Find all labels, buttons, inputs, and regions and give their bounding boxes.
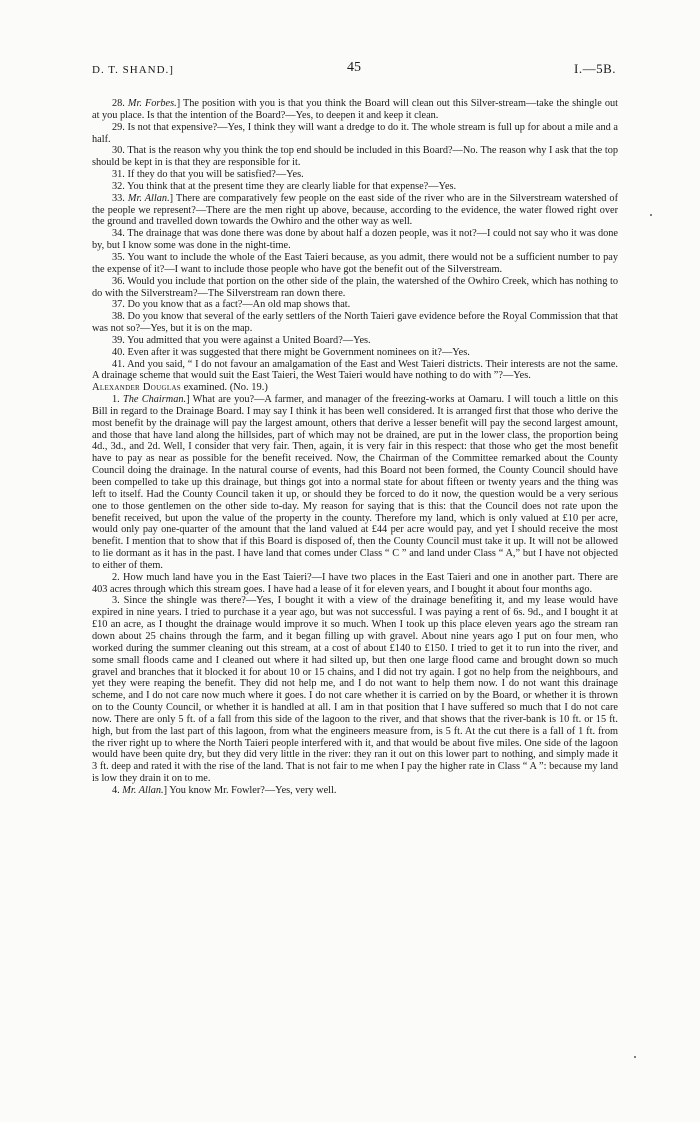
question-answer-paragraph (92, 572, 618, 596)
paragraph-text: There are comparatively few people on the east side of the river who are in the Silverstream watershed of the people we represent?—There are the men right up above, because, according to the evidence, the water flowed right over the ground and travelled down towards the Owhiro and the other way as well. (92, 192, 618, 228)
paragraph-text: 40. Even after it was suggested that there might be Government nominees on it?—Yes. (112, 346, 470, 358)
question-answer-paragraph (92, 145, 618, 169)
paragraph-text: 36. Would you include that portion on the other side of the plain, the watershed of the Owhiro Creek, which has nothing to do with the Silverstream?—The Silverstream ran down there. (92, 275, 618, 299)
question-answer-paragraph (92, 785, 618, 797)
question-answer-paragraph (92, 335, 618, 347)
paragraph-text: The position with you is that you think the Board will clean out this Silver-stream—take the shingle out at you place. Is that the intention of the Board?—Yes, to deepen it and keep it clean. (92, 98, 618, 121)
question-answer-paragraph (92, 311, 618, 335)
page-number: 45 (347, 60, 361, 75)
paragraph-text: 2. How much land have you in the East Taieri?—I have two places in the East Taieri and one in another part. There are 403 acres through which this stream goes. I have had a lease of it for eleven years, and I bought it about four months ago. (92, 571, 618, 595)
page-header (92, 60, 616, 80)
paragraph-text: You know Mr. Fowler?—Yes, very well. (167, 784, 337, 796)
witness-heading (92, 382, 618, 394)
paragraph-text: 41. And you said, “ I do not favour an amalgamation of the East and West Taieri districts. Their interests are not the same. A drainage scheme that would suit the East Taieri, the West Taieri would have nothing to do with ”?—Yes. (92, 358, 618, 382)
question-answer-paragraph (92, 98, 618, 122)
page-speck (650, 214, 652, 216)
question-answer-paragraph (92, 359, 618, 383)
witness-heading-suffix: examined. (No. 19.) (181, 382, 268, 394)
paragraph-text: 38. Do you know that several of the early settlers of the North Taieri gave evidence before the Royal Commission that that was not so?—Yes, but it is on the map. (92, 311, 618, 335)
paragraph-text: 37. Do you know that as a fact?—An old map shows that. (112, 299, 351, 311)
question-answer-paragraph (92, 193, 618, 229)
paper-reference: I.—5B. (574, 61, 616, 76)
paragraph-text: 3. Since the shingle was there?—Yes, I bought it with a view of the drainage benefiting it, and my lease would have expired in nine years. I tried to purchase it a year ago, but was not successful. I was paying a rent of 6s. 9d., and I bought it at £10 an acre, as I thought the drainage would improve it so much. When I took up this place eleven years ago the stream ran down about 25 chains through the farm, and it began filling up with gravel. About nine years ago I put on four men, who worked during the summer cleaning out this stream, at a cost of about £140 to £150. I tried to get it to run into the river, and some small floods came and I cleaned out where it had silted up, but then one large flood came and brought down so much gravel and branches that it blocked it for about 10 or 15 chains, and I did not try again. I got no help from the neighbours, and yet they were reaping the benefit. They did not help me, and I do not want to help them now. I do not want this drainage scheme, and I do not care now much where it goes. I do not care whether it is carried on by the Board, or whether it is thrown on to the County Council, or whether it is handled at all. I am in that position that I have suffered so much that I do not care now. There are only 5 ft. of a fall from this side of the lagoon to the river, and that shows that the river-bank is 10 ft. or 15 ft. high, but from the last part of this lagoon, from what the engineers measure from, is 5 ft. At the cut there is a fall of 1 ft. from the river right up to where the North Taieri people interfered with it, and that would be about five miles. One side of the lagoon would have been quite dry, but they did very little in the river: they ran it out on this lower part to nothing, and simply made it 3 ft. deep and rated it with the rise of the land. That is not fair to me when I pay the higher rate in Class “ A ”: because my land is low they drain it on to me. (92, 595, 618, 785)
paragraph-text: 39. You admitted that you were against a United Board?—Yes. (112, 334, 371, 346)
paragraph-text: 32. You think that at the present time they are clearly liable for that expense?—Yes. (112, 180, 457, 192)
question-answer-paragraph (92, 394, 618, 572)
document-body (92, 98, 618, 797)
paragraph-text: 34. The drainage that was done there was done by about half a dozen people, was it not?—I could not say who it was done by, but I know some was done in the night-time. (92, 228, 618, 252)
testimony-section-douglas (92, 394, 618, 797)
question-answer-paragraph (92, 299, 618, 311)
speaker-label: 1. The Chairman.] (112, 394, 190, 406)
speaker-label: 4. Mr. Allan.] (112, 784, 168, 796)
speaker-label: 28. Mr. Forbes.] (112, 98, 181, 109)
page-speck (634, 1056, 636, 1058)
question-answer-paragraph (92, 595, 618, 785)
question-answer-paragraph (92, 122, 618, 146)
paragraph-text: 31. If they do that you will be satisfied?—Yes. (112, 169, 304, 181)
speaker-label: 33. Mr. Allan.] (112, 192, 174, 204)
header-witness-name: D. T. SHAND.] (92, 64, 174, 76)
paragraph-text: 29. Is not that expensive?—Yes, I think they will want a dredge to do it. The whole stream is full up for about a mile and a half. (92, 121, 618, 145)
question-answer-paragraph (92, 347, 618, 359)
question-answer-paragraph (92, 252, 618, 276)
paragraph-text: 30. That is the reason why you think the top end should be included in this Board?—No. The reason why I ask that the top should be kept in is that they are responsible for it. (92, 145, 618, 169)
witness-name: Alexander Douglas (92, 382, 181, 394)
paragraph-text: What are you?—A farmer, and manager of the freezing-works at Oamaru. I will touch a little on this Bill in regard to the Drainage Board. I may say I think it has been well considered. It is arranged first that those who derive the most benefit by the drainage will pay the largest amount, others that derive a lesser benefit will pay the second largest amount, and those that have land along the hillsides, part of which may not be drained, are put in the lower class, the proportion being 4d., 3d., and 2d. Well, I consider that very fair. Then, again, it is very fair in this respect: that those who get the most benefit have to pay as near as possible for the benefit received. Now, the Chairman of the Committee remarked about the County Council doing the drainage. In the natural course of events, had this Board not been formed, the County Council should have been compelled to take up this drainage, but things got into a normal state for about fifteen or twenty years and the thing was left to itself. Had the County Council taken it up, or should they be forced to do it now, the question would be a very serious one to those gentlemen on the other side to-day. My reason for saying that is this: that the Council does not rate upon the benefit received, but upon the value of the property in the county. Therefore my land, which is only valued at £10 per acre, would only pay one-quarter of the amount that the land valued at £44 per acre would pay, and yet I should receive the most benefit. I mention that to show that if this Board is disposed of, then the County Council must take it up. It will not be allowed to lie dormant as it has in the past. I have land that comes under Class “ C ” and land under Class “ A,” but I have not objected to either of them. (92, 394, 619, 571)
question-answer-paragraph (92, 181, 618, 193)
question-answer-paragraph (92, 276, 618, 300)
question-answer-paragraph (92, 228, 618, 252)
paragraph-text: 35. You want to include the whole of the East Taieri because, as you admit, there would not be a sufficient number to pay the expense of it?—I want to include those people who have got the benefit out of the Silverstream. (92, 251, 618, 275)
question-answer-paragraph (92, 169, 618, 181)
testimony-section-shand (92, 98, 618, 382)
